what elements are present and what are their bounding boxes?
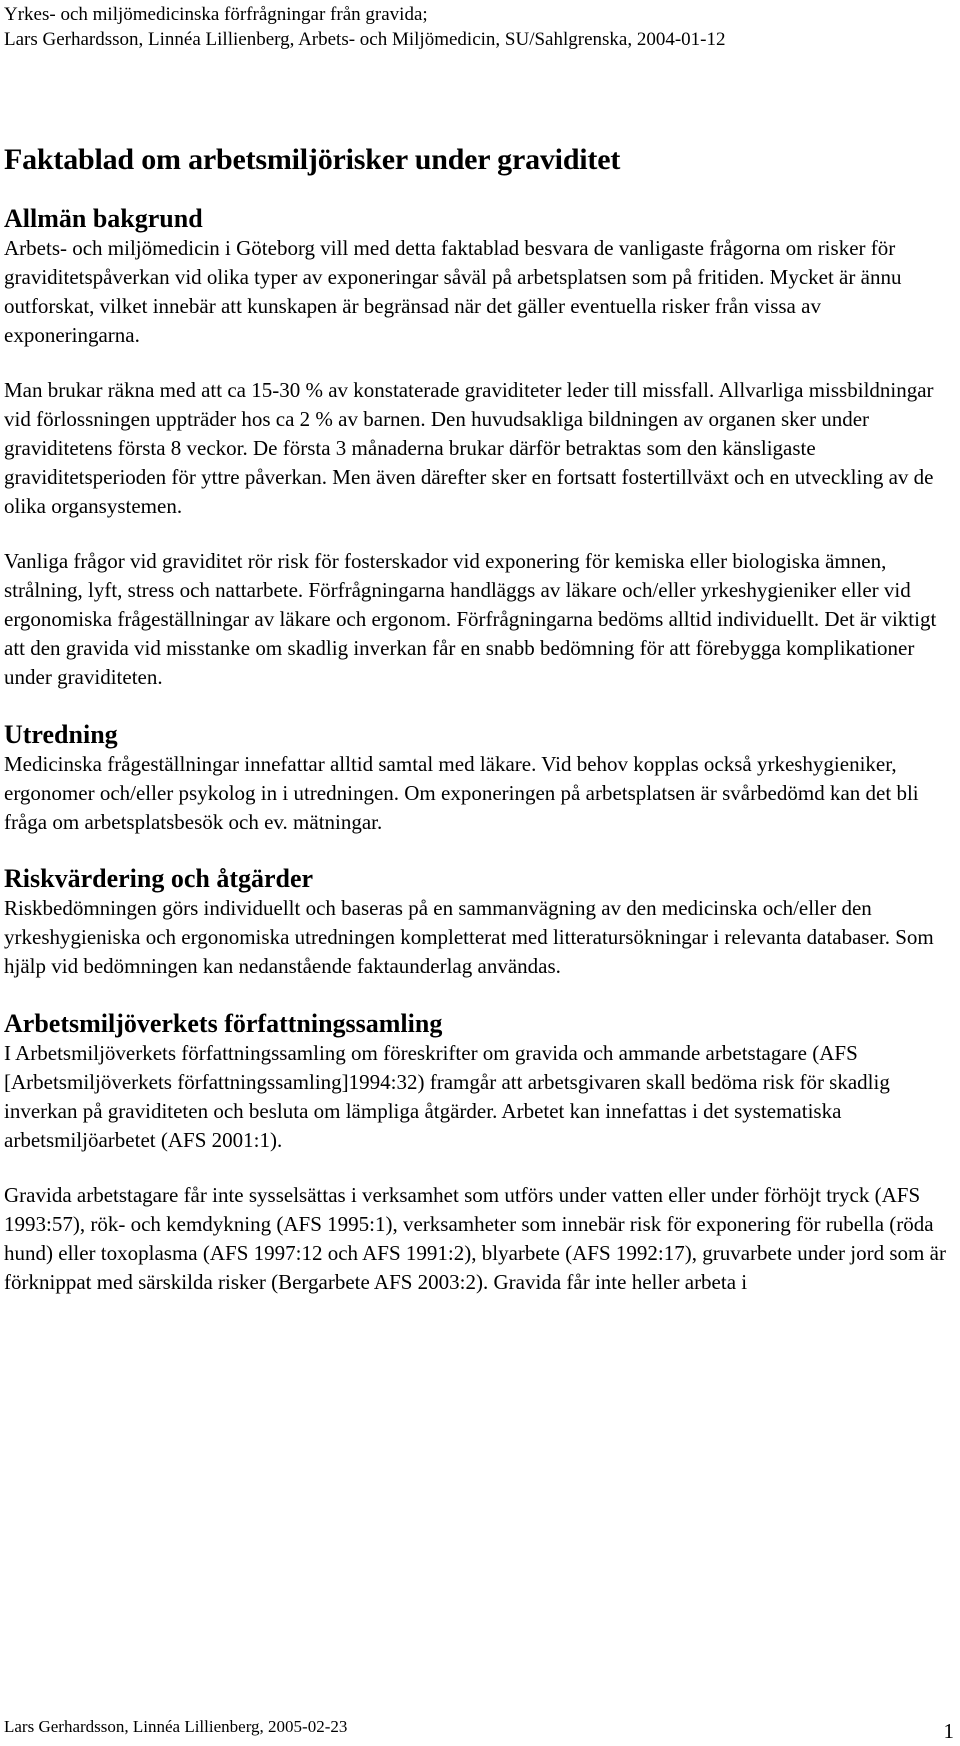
paragraph: Vanliga frågor vid graviditet rör risk för fosterskador vid exponering för kemiska eller biologiska ämnen, strålning, lyft, stress och nattarbete. Förfrågningarna handläggs av läkare och/eller yrkeshygieniker eller vid ergonomiska frågeställningar av läkare och ergonom. Förfrågningarna bedöms alltid individuellt. Det är viktigt att den gravida vid misstanke om skadlig inverkan får en snabb bedömning för att förebygga komplikationer under graviditeten. <box>4 549 937 689</box>
paragraph: Medicinska frågeställningar innefattar alltid samtal med läkare. Vid behov kopplas också yrkeshygieniker, ergonomer och/eller psykolog in i utredningen. Om exponeringen på arbetsplatsen är svårbedömd kan det bli fråga om arbetsplatsbesök och ev. mätningar. <box>4 752 919 834</box>
page-footer: Lars Gerhardsson, Linnéa Lillienberg, 2005-02-23 <box>4 1717 348 1736</box>
header-line-1: Yrkes- och miljömedicinska förfrågningar från gravida; <box>4 4 428 25</box>
section-heading: Riskvärdering och åtgärder <box>4 864 314 893</box>
document-title: Faktablad om arbetsmiljörisker under graviditet <box>4 143 621 176</box>
paragraph: Riskbedömningen görs individuellt och baseras på en sammanvägning av den medicinska och/eller den yrkeshygieniska och ergonomiska utredningen kompletterat med litteratursökningar i relevanta databaser. Som hjälp vid bedömningen kan nedanstående faktaunderlag användas. <box>4 896 934 978</box>
section-forfattningssamling <box>4 1009 956 1297</box>
section-heading: Arbetsmiljöverkets författningssamling <box>4 1009 443 1038</box>
section-heading: Allmän bakgrund <box>4 204 203 233</box>
document-body <box>4 142 956 1297</box>
section-allman-bakgrund <box>4 204 956 692</box>
page-number: 1 <box>943 1719 954 1743</box>
section-utredning <box>4 720 956 837</box>
header-line-2: Lars Gerhardsson, Linnéa Lillienberg, Arbets- och Miljömedicin, SU/Sahlgrenska, 2004-01-12 <box>4 29 726 50</box>
section-heading: Utredning <box>4 720 118 749</box>
paragraph: Gravida arbetstagare får inte sysselsättas i verksamhet som utförs under vatten eller under förhöjt tryck (AFS 1993:57), rök- och kemdykning (AFS 1995:1), verksamheter som innebär risk för exponering för rubella (röda hund) eller toxoplasma (AFS 1997:12 och AFS 1991:2), blyarbete (AFS 1992:17), gruvarbete under jord som är förknippat med särskilda risker (Bergarbete AFS 2003:2). Gravida får inte heller arbeta i <box>4 1183 946 1294</box>
paragraph: Arbets- och miljömedicin i Göteborg vill med detta faktablad besvara de vanligaste frågorna om risker för graviditetspåverkan vid olika typer av exponeringar såväl på arbetsplatsen som på fritiden. Mycket är ännu outforskat, vilket innebär att kunskapen är begränsad när det gäller eventuella risker från vissa av exponeringarna. <box>4 236 902 347</box>
paragraph: I Arbetsmiljöverkets författningssamling om föreskrifter om gravida och ammande arbetstagare (AFS [Arbetsmiljöverkets författningssamling]1994:32) framgår att arbetsgivaren skall bedöma risk för skadlig inverkan på graviditeten och besluta om lämpliga åtgärder. Arbetet kan innefattas i det systematiska arbetsmiljöarbetet (AFS 2001:1). <box>4 1041 890 1152</box>
paragraph: Man brukar räkna med att ca 15-30 % av konstaterade graviditeter leder till missfall. Allvarliga missbildningar vid förlossningen uppträder hos ca 2 % av barnen. Den huvudsakliga bildningen av organen sker under graviditetens första 8 veckor. De första 3 månaderna brukar därför betraktas som den känsligaste graviditetsperioden för yttre påverkan. Men även därefter sker en fortsatt fostertillväxt och en utveckling av de olika organsystemen. <box>4 378 934 518</box>
section-riskvardering <box>4 864 956 981</box>
page-header <box>4 2 954 52</box>
